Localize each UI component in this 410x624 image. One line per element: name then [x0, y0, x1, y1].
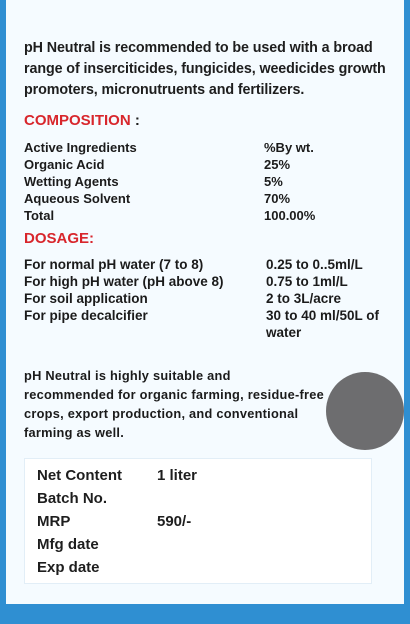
exp-row [37, 559, 157, 576]
net-content-row [37, 467, 197, 484]
composition-row [24, 190, 315, 207]
dosage-usage: For soil application [24, 291, 148, 306]
mfg-row [37, 536, 157, 553]
right-border-stripe [404, 0, 410, 604]
composition-row [24, 173, 315, 190]
mrp-value: 590/- [157, 513, 192, 530]
composition-percent: 100.00% [264, 208, 316, 223]
dosage-usage: For high pH water (pH above 8) [24, 274, 224, 289]
batch-row [37, 490, 157, 507]
dosage-amount: 0.25 to 0..5ml/L [266, 257, 363, 272]
dosage-heading: DOSAGE: [24, 230, 95, 247]
composition-table [24, 139, 315, 224]
net-content-value: 1 liter [157, 467, 198, 484]
composition-ingredient: Aqueous Solvent [24, 191, 131, 206]
batch-label: Batch No. [37, 490, 108, 507]
suitability-paragraph: pH Neutral is highly suitable and recommended for organic farming, residue-free crops, export production, and conventional farming as well. [24, 368, 324, 440]
mfg-label: Mfg date [37, 536, 99, 553]
product-info-box [24, 458, 372, 584]
dosage-row [24, 273, 396, 290]
composition-heading-colon: : [134, 112, 140, 129]
composition-percent: 5% [264, 174, 283, 189]
composition-percent: %By wt. [264, 140, 314, 155]
composition-ingredient: Wetting Agents [24, 174, 119, 189]
composition-ingredient: Active Ingredients [24, 140, 137, 155]
mrp-row [37, 513, 191, 530]
composition-row [24, 207, 315, 224]
composition-percent: 70% [264, 191, 291, 206]
dosage-usage: For pipe decalcifier [24, 308, 148, 323]
composition-ingredient: Total [24, 208, 55, 223]
gray-circle-decoration [326, 372, 404, 450]
dosage-row [24, 290, 396, 307]
composition-heading [24, 112, 140, 129]
composition-row [24, 139, 315, 156]
composition-percent: 25% [264, 157, 291, 172]
composition-ingredient: Organic Acid [24, 157, 105, 172]
dosage-amount: 2 to 3L/acre [266, 291, 342, 306]
dosage-row [24, 307, 396, 341]
dosage-amount: 0.75 to 1ml/L [266, 274, 348, 289]
left-border-stripe [0, 0, 6, 604]
net-content-label: Net Content [37, 467, 122, 484]
dosage-row [24, 256, 396, 273]
dosage-usage: For normal pH water (7 to 8) [24, 257, 204, 272]
mrp-label: MRP [37, 513, 71, 530]
dosage-table [24, 256, 396, 341]
composition-row [24, 156, 315, 173]
dosage-amount: 30 to 40 ml/50L of water [266, 308, 380, 340]
exp-label: Exp date [37, 559, 100, 576]
composition-heading-text: COMPOSITION [24, 112, 131, 129]
intro-paragraph: pH Neutral is recommended to be used with a broad range of inserciticides, fungicides, weedicides growth promoters, micronutruents and fertilizers. [24, 40, 386, 98]
